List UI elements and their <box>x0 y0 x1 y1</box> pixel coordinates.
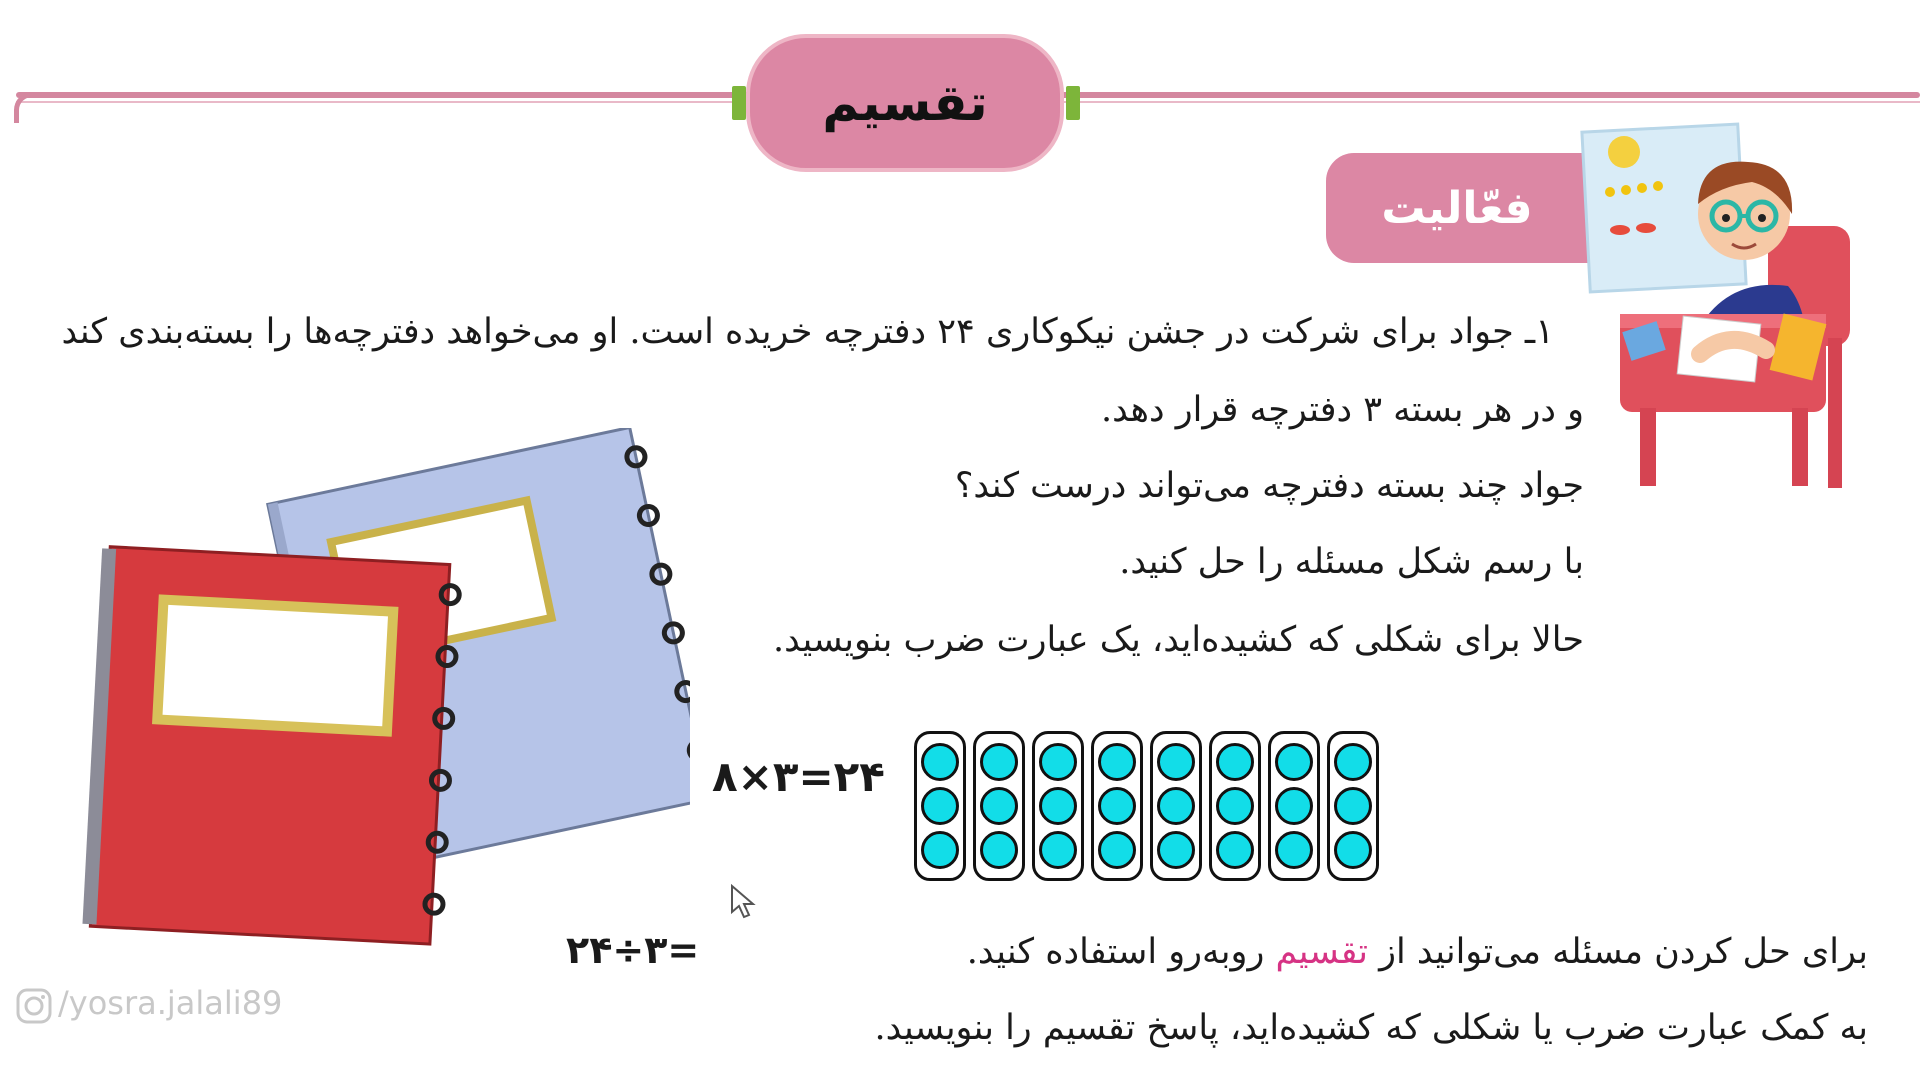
counter-group <box>1150 731 1202 881</box>
problem-line-1: ۱ـ جواد برای شرکت در جشن نیکوکاری ۲۴ دفترچه خریده است. او می‌خواهد دفترچه‌ها را بسته‌بندی کند <box>61 312 1554 352</box>
bottom-line-1 <box>967 932 1868 972</box>
problem-line-2: و در هر بسته ۳ دفترچه قرار دهد. <box>1101 390 1584 430</box>
counter-dot <box>980 787 1018 825</box>
counter-group <box>1268 731 1320 881</box>
counter-dot <box>1275 743 1313 781</box>
instagram-icon <box>14 986 54 1026</box>
bottom-line-2: به کمک عبارت ضرب یا شکلی که کشیده‌اید، پاسخ تقسیم را بنویسید. <box>874 1008 1868 1048</box>
counter-dot <box>1039 743 1077 781</box>
counter-dot <box>1216 831 1254 869</box>
counter-group <box>973 731 1025 881</box>
counter-dot <box>1039 831 1077 869</box>
mouse-cursor-icon <box>730 884 756 920</box>
counter-dot <box>980 831 1018 869</box>
counter-dot <box>980 743 1018 781</box>
bottom-line-1-start: برای حل کردن مسئله می‌توانید از <box>1368 932 1868 972</box>
counter-dot <box>1334 743 1372 781</box>
bottom-line-1-end: روبه‌رو استفاده کنید. <box>966 932 1276 972</box>
counter-dot <box>1157 831 1195 869</box>
counter-dot <box>1275 787 1313 825</box>
counter-dot <box>1098 743 1136 781</box>
counter-group <box>1209 731 1261 881</box>
counter-group <box>1327 731 1379 881</box>
division-equation: ۲۴÷۳= <box>566 928 700 972</box>
counter-dot <box>921 787 959 825</box>
counter-group <box>914 731 966 881</box>
watermark-handle: /yosra.jalali89 <box>58 984 283 1022</box>
counter-groups <box>914 731 1382 883</box>
counter-dot <box>1216 787 1254 825</box>
counter-group <box>1032 731 1084 881</box>
title-cap-right <box>1066 86 1080 120</box>
multiplication-equation: ۸×۳=۲۴ <box>712 752 885 801</box>
counter-group <box>1091 731 1143 881</box>
header-rule-curl <box>14 92 41 123</box>
problem-line-3: جواد چند بسته دفترچه می‌تواند درست کند؟ <box>954 466 1584 506</box>
counter-dot <box>1275 831 1313 869</box>
counter-dot <box>1098 787 1136 825</box>
counter-dot <box>1157 743 1195 781</box>
notebooks-illustration <box>70 428 690 958</box>
counter-dot <box>1334 787 1372 825</box>
problem-line-5: حالا برای شکلی که کشیده‌اید، یک عبارت ضرب بنویسید. <box>773 620 1584 660</box>
counter-dot <box>1098 831 1136 869</box>
division-highlight: تقسیم <box>1275 932 1369 972</box>
counter-dot <box>1039 787 1077 825</box>
title-cap-left <box>732 86 746 120</box>
counter-dot <box>1334 831 1372 869</box>
counter-dot <box>1157 787 1195 825</box>
problem-line-4: با رسم شکل مسئله را حل کنید. <box>1119 542 1584 582</box>
counter-dot <box>921 743 959 781</box>
activity-label: فعّالیت <box>1326 153 1588 263</box>
page-title: تقسیم <box>746 34 1064 172</box>
boy-at-desk-illustration <box>1580 118 1880 490</box>
counter-dot <box>1216 743 1254 781</box>
counter-dot <box>921 831 959 869</box>
